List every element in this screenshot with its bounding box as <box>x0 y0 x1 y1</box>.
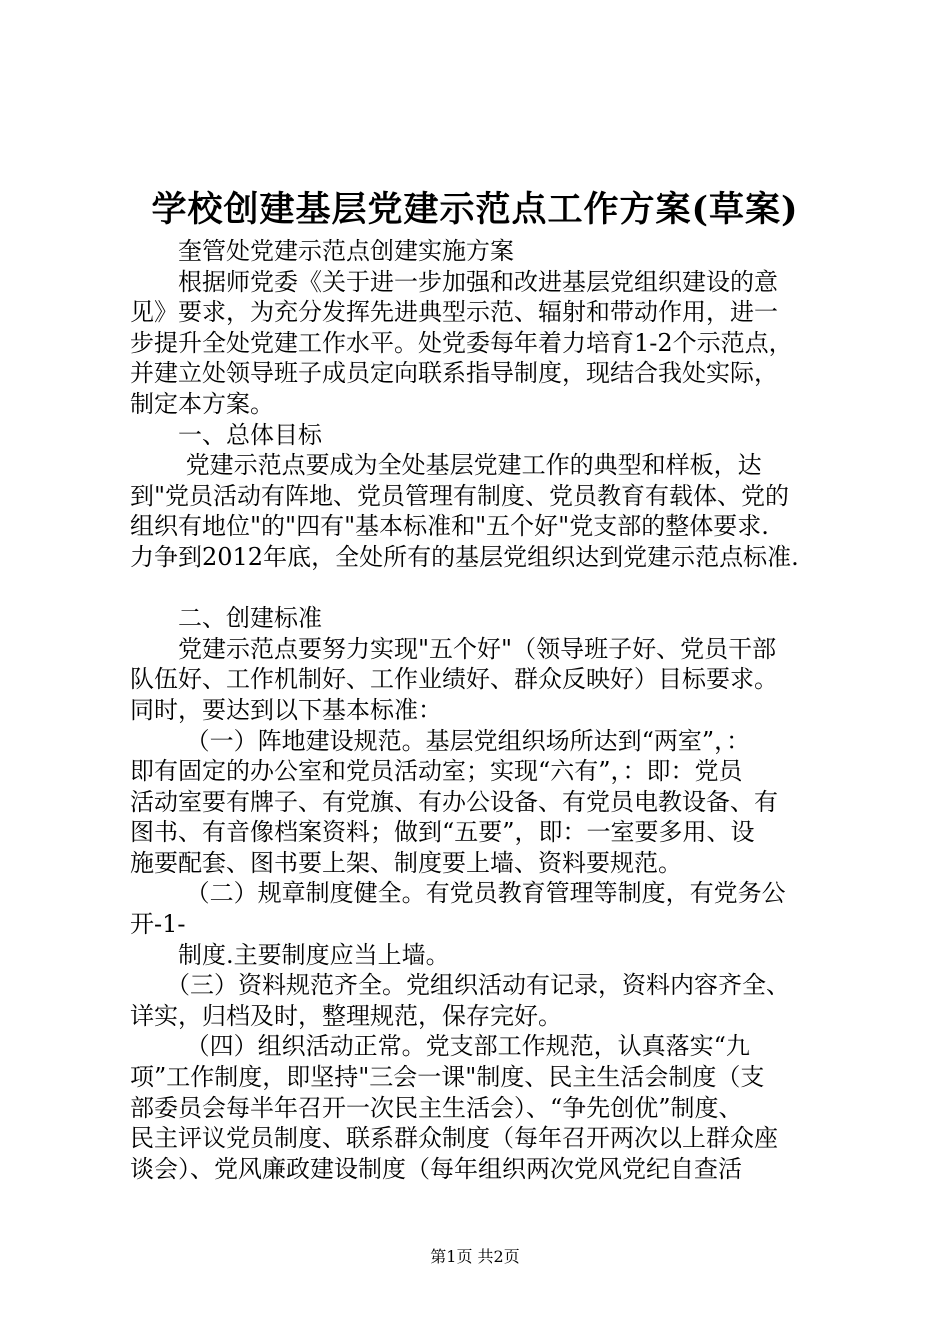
text-line: 民主评议党员制度、联系群众制度（每年召开两次以上群众座 <box>130 1124 778 1153</box>
text-line: 图书、有音像档案资料；做到“五要”，即：一室要多用、设 <box>130 818 755 847</box>
text-line: （四）组织活动正常。党支部工作规范，认真落实“九 <box>130 1032 750 1061</box>
text-line: 奎管处党建示范点创建实施方案 <box>130 237 514 265</box>
text-line: 并建立处领导班子成员定向联系指导制度，现结合我处实际， <box>130 359 778 388</box>
text-line: 步提升全处党建工作水平。处党委每年着力培育1-2个示范点， <box>130 328 793 357</box>
text-line: 施要配套、图书要上架、制度要上墙、资料要规范。 <box>130 848 682 877</box>
text-line: 力争到2012年底，全处所有的基层党组织达到党建示范点标准. <box>130 542 799 571</box>
document-title: 学校创建基层党建示范点工作方案(草案) <box>151 189 799 230</box>
text-line: （二）规章制度健全。有党员教育管理等制度，有党务公 <box>130 879 786 908</box>
text-line: 见》要求，为充分发挥先进典型示范、辐射和带动作用，进一 <box>130 298 778 327</box>
text-line: 党建示范点要成为全处基层党建工作的典型和样板，达 <box>130 451 762 480</box>
page-number-footer: 第1页 共2页 <box>430 1247 520 1266</box>
text-line: 开-1- <box>130 910 186 939</box>
text-line: 制度.主要制度应当上墙。 <box>130 940 450 969</box>
text-line: 到"党员活动有阵地、党员管理有制度、党员教育有载体、党的 <box>130 481 790 510</box>
text-line: 即有固定的办公室和党员活动室；实现“六有”，：即：党员 <box>130 757 743 786</box>
text-line: 制定本方案。 <box>130 389 274 418</box>
text-line: 详实，归档及时，整理规范，保存完好。 <box>130 1001 562 1030</box>
text-line: （三）资料规范齐全。党组织活动有记录，资料内容齐全、 <box>130 971 790 1000</box>
text-line: 队伍好、工作机制好、工作业绩好、群众反映好）目标要求。 <box>130 665 778 694</box>
text-line: 谈会）、党风廉政建设制度（每年组织两次党风党纪自查活 <box>130 1154 742 1183</box>
document-body <box>130 236 850 1184</box>
text-line: 同时，要达到以下基本标准： <box>130 695 442 724</box>
text-line: 组织有地位"的"四有"基本标准和"五个好"党支部的整体要求. <box>130 512 769 541</box>
text-line: 党建示范点要努力实现"五个好"（领导班子好、党员干部 <box>130 634 777 663</box>
text-line: （一）阵地建设规范。基层党组织场所达到“两室”，： <box>130 726 751 755</box>
text-line: 部委员会每半年召开一次民主生活会）、“争先创优”制度、 <box>130 1093 743 1122</box>
text-line: 项”工作制度，即坚持"三会一课"制度、民主生活会制度（支 <box>130 1063 765 1092</box>
text-line: 根据师党委《关于进一步加强和改进基层党组织建设的意 <box>130 267 778 296</box>
section-heading: 二、创建标准 <box>130 604 322 633</box>
text-line: 活动室要有牌子、有党旗、有办公设备、有党员电教设备、有 <box>130 787 778 816</box>
section-heading: 一、总体目标 <box>130 420 322 449</box>
blank-line <box>130 573 850 604</box>
